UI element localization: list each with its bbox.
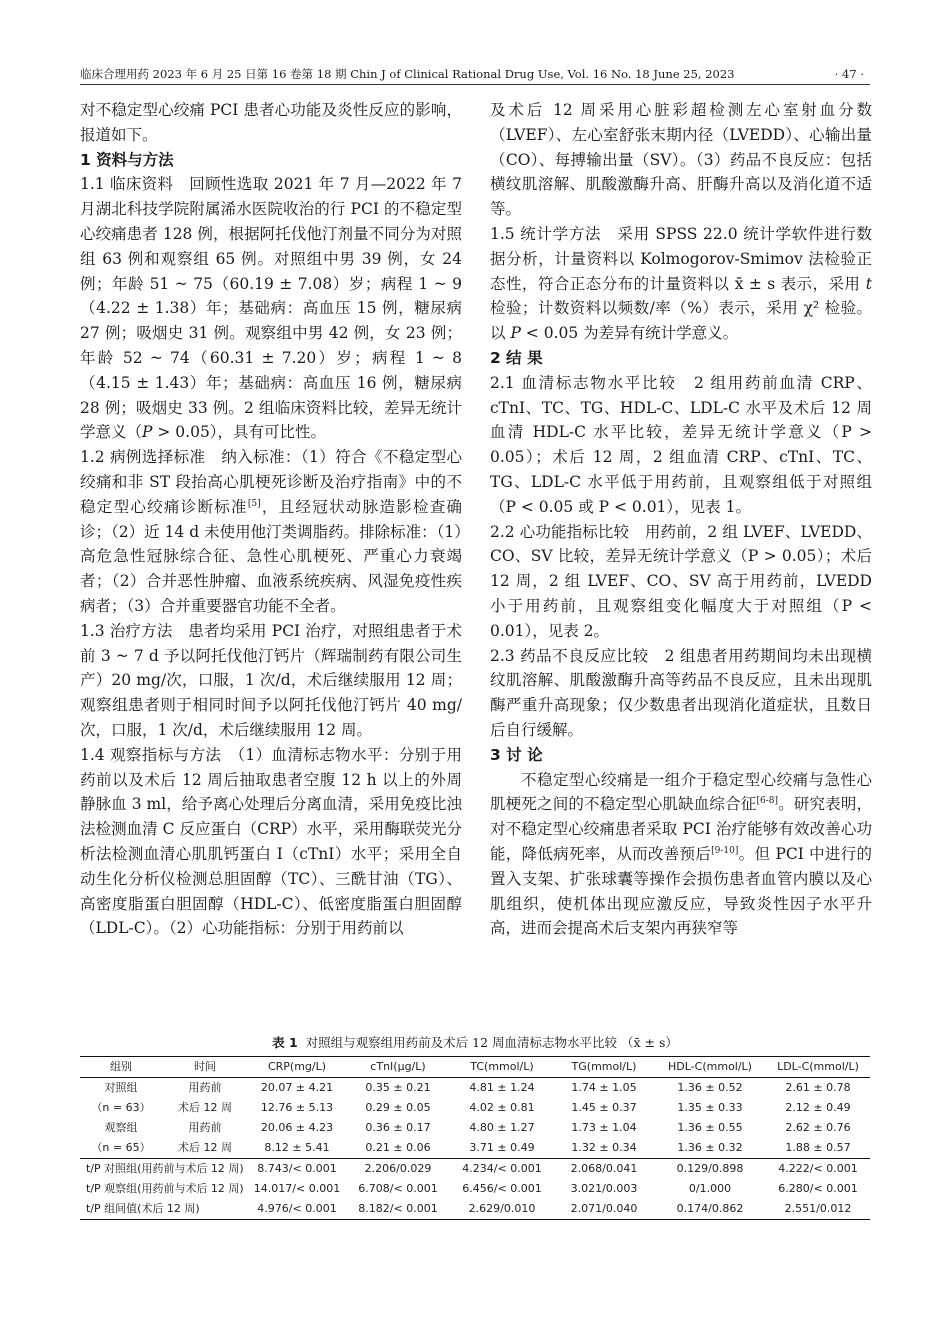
table-cell: 0.129/0.898 — [676, 1162, 744, 1175]
table-cell: 观察组 — [104, 1121, 138, 1134]
intro-continuation: 对不稳定型心绞痛 PCI 患者心功能及炎性反应的影响，报道如下。 — [80, 101, 462, 144]
table-cell: 2.206/0.029 — [364, 1162, 432, 1175]
col-crp: CRP(mg/L) — [267, 1060, 327, 1073]
discussion-paragraph — [490, 768, 872, 942]
table-cell: 6.280/< 0.001 — [778, 1182, 858, 1195]
col-tc: TC(mmol/L) — [470, 1060, 534, 1073]
col-ldl: LDL-C(mmol/L) — [777, 1060, 859, 1073]
section-2-1-text: 2 组用药前血清 CRP、cTnI、TC、TG、HDL-C、LDL-C 水平及术后 12 周血清 HDL-C 水平比较，差异无统计学意义（P > 0.05）；术后 12 周，2 组血清 CRP、cTnI、TC、TG、LDL-C 水平低于用药前，且观察组低于对照组（P < 0.05 或 P < 0.01），见表 1。 — [490, 373, 872, 516]
table-cell: 用药前 — [188, 1081, 222, 1094]
section-1-2-text: 纳入标准：（1）符合《不稳定型心绞痛和非 ST 段抬高心肌梗死诊断及治疗指南》中的不稳定型心绞痛诊断标准 — [80, 448, 462, 516]
table-cell: 4.234/< 0.001 — [462, 1162, 542, 1175]
table-1-label: 表 1 — [272, 1035, 298, 1050]
section-1-1-text: 回顾性选取 2021 年 7 月—2022 年 7 月湖北科技学院附属浠水医院收治的行 PCI 的不稳定型心绞痛患者 128 例，根据阿托伐他汀剂量不同分为对照组 63 例和观察组 65 例。对照组中男 39 例，女 24 例；年龄 51 ~ 75（60.19 ± 7.08）岁；病程 1 ~ 9（4.22 ± 1.38）年；基础病：高血压 15 例，糖尿病 27 例；吸烟史 31 例。观察组中男 42 例，女 23 例；年龄 52 ~ 74（60.31 ± 7.20）岁；病程 1 ~ 8（4.15 ± 1.43）年；基础病：高血压 16 例，糖尿病 28 例；吸烟史 33 例。2 组临床资料比较，差异无统计学意义（ — [80, 175, 462, 442]
table-cell: （n = 63） — [91, 1101, 151, 1114]
section-2-3-text: 2 组患者用药期间均未出现横纹肌溶解、肌酸激酶升高等药品不良反应，且未出现肌酶严重升高现象；仅少数患者出现消化道症状，且数日后自行缓解。 — [490, 646, 873, 739]
section-3-heading: 3 讨 论 — [490, 745, 543, 764]
section-1-2-text-end: ，且经冠状动脉造影检查确诊；（2）近 14 d 未使用他汀类调脂药。排除标准：（1）高危急性冠脉综合征、急性心肌梗死、严重心力衰竭者；（2）合并恶性肿瘤、血液系统疾病、风湿免疫性疾病者；（3）合并重要器官功能不全者。 — [80, 497, 462, 615]
table-stats-row — [80, 1179, 870, 1199]
table-cell: 1.35 ± 0.33 — [677, 1101, 743, 1114]
table-cell: t/P 观察组(用药前与术后 12 周) — [86, 1182, 244, 1195]
table-cell: 0.29 ± 0.05 — [365, 1101, 431, 1114]
section-1-2-title: 1.2 病例选择标准 — [80, 448, 206, 467]
table-cell: 8.743/< 0.001 — [257, 1162, 337, 1175]
table-cell: t/P 组间值(术后 12 周) — [86, 1202, 200, 1215]
table-cell: 1.74 ± 1.05 — [571, 1081, 637, 1094]
table-cell: 2.551/0.012 — [784, 1202, 852, 1215]
table-1-caption — [80, 1034, 870, 1052]
left-column — [80, 98, 462, 941]
table-cell: 1.73 ± 1.04 — [571, 1121, 637, 1134]
col-hdl: HDL-C(mmol/L) — [668, 1060, 752, 1073]
table-cell: 8.12 ± 5.41 — [264, 1141, 330, 1154]
citation-ref[interactable]: [5] — [247, 498, 261, 509]
table-cell: 0.35 ± 0.21 — [365, 1081, 431, 1094]
section-2-2-text: 用药前，2 组 LVEF、LVEDD、CO、SV 比较，差异无统计学意义（P > 0.05）；术后 12 周，2 组 LVEF、CO、SV 高于用药前，LVEDD 小于用药前，且观察组变化幅度大于对照组（P < 0.01），见表 2。 — [490, 522, 872, 640]
table-cell: 6.456/< 0.001 — [462, 1182, 542, 1195]
discussion-text: 不稳定型心绞痛是一组介于稳定型心绞痛与急性心肌梗死之间的不稳定型心肌缺血综合征 — [490, 770, 872, 814]
section-1-4-title: 1.4 观察指标与方法 — [80, 745, 222, 764]
table-cell: 1.36 ± 0.55 — [677, 1121, 743, 1134]
section-2-2-title: 2.2 心功能指标比较 — [490, 522, 630, 541]
table-cell: 4.976/< 0.001 — [257, 1202, 337, 1215]
table-cell: 用药前 — [188, 1121, 222, 1134]
right-column — [490, 98, 872, 941]
table-cell: 4.222/< 0.001 — [778, 1162, 858, 1175]
section-1-4-continuation: 及术后 12 周采用心脏彩超检测左心室射血分数（LVEF）、左心室舒张末期内径（LVEDD）、心输出量（CO）、每搏输出量（SV）。（3）药品不良反应：包括横纹肌溶解、肌酸激酶升高、肝酶升高以及消化道不适等。 — [490, 101, 872, 219]
table-cell: 4.80 ± 1.27 — [469, 1121, 535, 1134]
citation-ref[interactable]: [6-8] — [756, 796, 778, 807]
table-cell: 对照组 — [104, 1081, 138, 1094]
table-cell: （n = 65） — [91, 1141, 151, 1154]
section-2-3-title: 2.3 药品不良反应比较 — [490, 646, 649, 665]
table-stats-row — [80, 1199, 870, 1220]
table-cell: 14.017/< 0.001 — [253, 1182, 341, 1195]
table-cell: 4.81 ± 1.24 — [469, 1081, 535, 1094]
section-1-3-title: 1.3 治疗方法 — [80, 621, 173, 640]
section-1-1-title: 1.1 临床资料 — [80, 175, 174, 194]
section-1-5-title: 1.5 统计学方法 — [490, 224, 602, 243]
table-header-row — [80, 1057, 870, 1078]
p-symbol: P — [510, 324, 521, 343]
section-1-5-text: 采用 SPSS 22.0 统计学软件进行数据分析，计量资料以 Kolmogorov-Smimov 法检验正态性，符合正态分布的计量资料以 x̄ ± s 表示，采用 — [490, 224, 872, 293]
discussion-text-end: 。但 PCI 中进行的置入支架、扩张球囊等操作会损伤患者血管内膜以及心肌组织，使机体出现应激反应，导致炎性因子水平升高，进而会提高术后支架内再狭窄等 — [490, 844, 872, 938]
table-cell: 2.068/0.041 — [570, 1162, 638, 1175]
table-cell: 1.45 ± 0.37 — [571, 1101, 637, 1114]
col-ctni: cTnI(μg/L) — [370, 1060, 426, 1073]
table-cell: 8.182/< 0.001 — [358, 1202, 438, 1215]
table-row — [80, 1098, 870, 1118]
section-1-4-text: （1）血清标志物水平：分别于用药前以及术后 12 周后抽取患者空腹 12 h 以上的外周静脉血 3 ml，给予离心处理后分离血清，采用免疫比浊法检测血清 C 反应蛋白（CRP）水平，采用酶联荧光分析法检测血清心肌肌钙蛋白 I（cTnI）水平；采用全自动生化分析仪检测总胆固醇（TC）、三酰甘油（TG）、高密度脂蛋白胆固醇（HDL-C）、低密度脂蛋白胆固醇（LDL-C）。（2）心功能指标：分别于用药前以 — [80, 745, 462, 938]
section-1-heading: 1 资料与方法 — [80, 150, 174, 169]
table-cell: 2.12 ± 0.49 — [785, 1101, 851, 1114]
section-1-1-text-end: > 0.05），具有可比性。 — [152, 423, 327, 442]
table-row — [80, 1138, 870, 1159]
table-cell: 0.36 ± 0.17 — [365, 1121, 431, 1134]
p-symbol: P — [142, 423, 153, 442]
table-stats-row — [80, 1159, 870, 1180]
table-cell: 2.629/0.010 — [468, 1202, 536, 1215]
table-1 — [80, 1056, 870, 1220]
table-cell: 术后 12 周 — [178, 1101, 232, 1114]
table-1-title: 对照组与观察组用药前及术后 12 周血清标志物水平比较 （x̄ ± s） — [305, 1035, 678, 1050]
col-tg: TG(mmol/L) — [571, 1060, 637, 1073]
table-cell: 0.21 ± 0.06 — [365, 1141, 431, 1154]
discussion-text-mid: 。研究表明，对不稳定型心绞痛患者采取 PCI 治疗能够有效改善心功能，降低病死率，从而改善预后 — [490, 795, 872, 863]
table-cell: 2.61 ± 0.78 — [785, 1081, 851, 1094]
table-cell: 0.174/0.862 — [676, 1202, 744, 1215]
col-time: 时间 — [194, 1060, 216, 1073]
table-cell: 1.36 ± 0.32 — [677, 1141, 743, 1154]
journal-citation: 临床合理用药 2023 年 6 月 25 日第 16 卷第 18 期 Chin J of Clinical Rational Drug Use, Vol. 16 No. 18 June 25, 2023 — [80, 67, 735, 81]
table-cell: 4.02 ± 0.81 — [469, 1101, 535, 1114]
table-cell: 3.71 ± 0.49 — [469, 1141, 535, 1154]
table-cell: 1.88 ± 0.57 — [785, 1141, 851, 1154]
table-cell: 1.32 ± 0.34 — [571, 1141, 637, 1154]
citation-ref[interactable]: [9-10] — [711, 845, 739, 856]
section-1-5-text-mid: 检验；计数资料以频数/率（%）表示，采用 χ² 检验。以 — [490, 299, 872, 343]
table-cell: 6.708/< 0.001 — [358, 1182, 438, 1195]
table-cell: 0/1.000 — [688, 1182, 732, 1195]
page-number: · 47 · — [834, 67, 864, 81]
table-cell: 20.06 ± 4.23 — [260, 1121, 334, 1134]
table-row — [80, 1118, 870, 1138]
section-2-1-title: 2.1 血清标志物水平比较 — [490, 373, 677, 392]
section-1-3-text: 患者均采用 PCI 治疗，对照组患者于术前 3 ~ 7 d 予以阿托伐他汀钙片（辉瑞制药有限公司生产）20 mg/次，口服，1 次/d，术后继续服用 12 周；观察组患者则于相同时间予以阿托伐他汀钙片 40 mg/次，口服，1 次/d，术后继续服用 12 周。 — [80, 621, 462, 739]
table-cell: 术后 12 周 — [178, 1141, 232, 1154]
table-cell: 1.36 ± 0.52 — [677, 1081, 743, 1094]
table-cell: 12.76 ± 5.13 — [260, 1101, 334, 1114]
section-2-heading: 2 结 果 — [490, 348, 543, 367]
table-cell: t/P 对照组(用药前与术后 12 周) — [86, 1162, 244, 1175]
running-header — [80, 64, 870, 85]
t-symbol: t — [865, 274, 872, 293]
table-cell: 20.07 ± 4.21 — [260, 1081, 334, 1094]
table-row — [80, 1078, 870, 1099]
table-cell: 2.071/0.040 — [570, 1202, 638, 1215]
section-1-5-text-end: < 0.05 为差异有统计学意义。 — [520, 324, 739, 343]
table-cell: 2.62 ± 0.76 — [785, 1121, 851, 1134]
col-group: 组别 — [110, 1060, 132, 1073]
table-cell: 3.021/0.003 — [570, 1182, 638, 1195]
